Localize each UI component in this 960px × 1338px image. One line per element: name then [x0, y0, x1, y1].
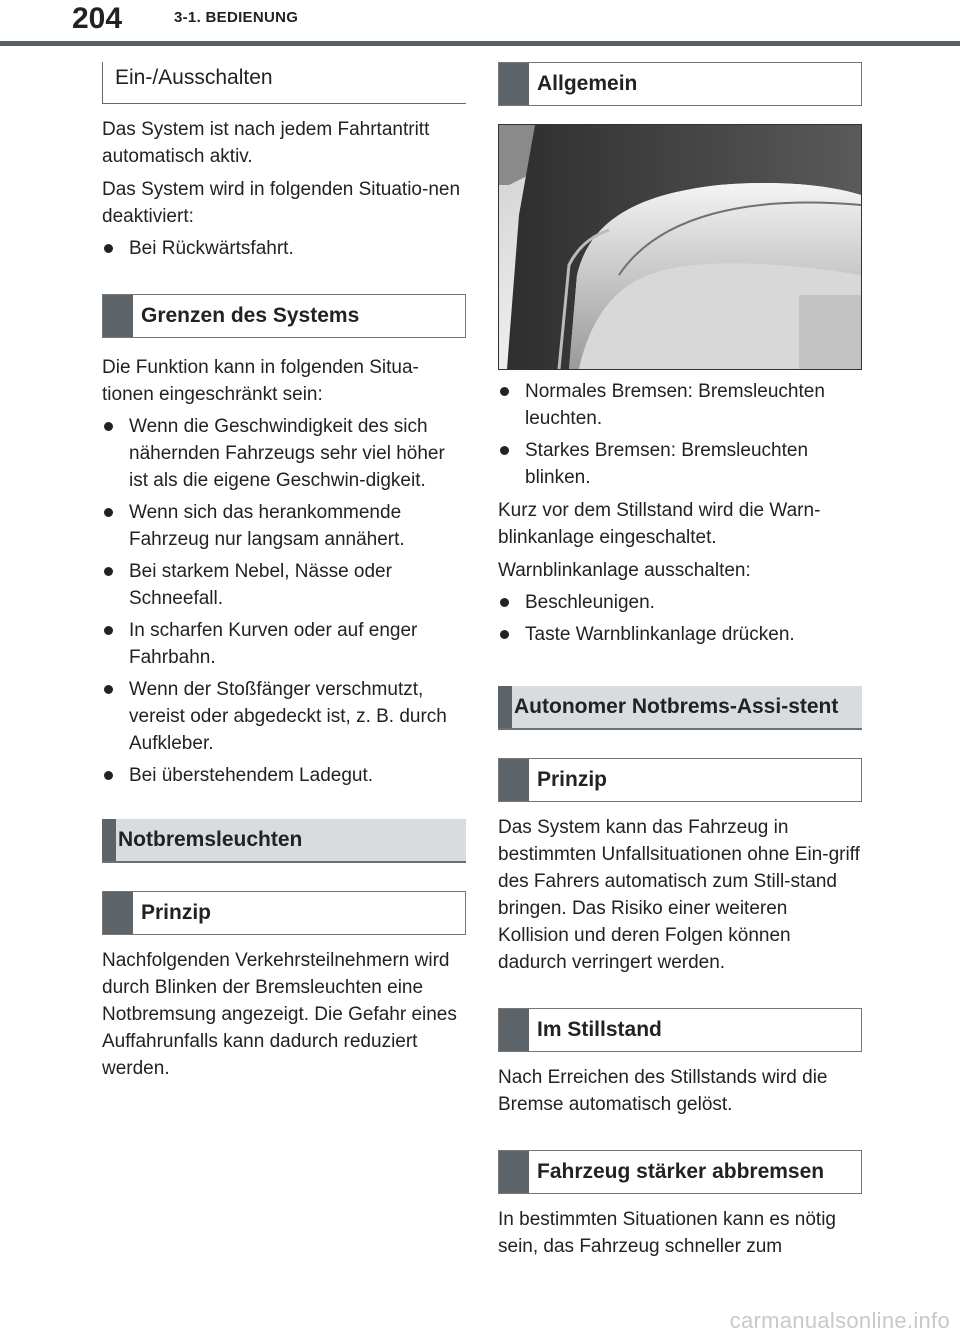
subsection-heading-fahrzeug-abbremsen: Fahrzeug stärker abbremsen — [498, 1150, 862, 1194]
list-item: Starkes Bremsen: Bremsleuchten blinken. — [498, 437, 862, 491]
paragraph: Nach Erreichen des Stillstands wird die Bremse automatisch gelöst. — [498, 1067, 828, 1115]
list-item: Wenn die Geschwindigkeit des sich nähernden Fahrzeugs sehr viel höher ist als die eigene Geschwin-digkeit. — [102, 413, 466, 494]
section-heading-notbremsleuchten: Notbremsleuchten — [102, 819, 466, 863]
right-column — [498, 62, 862, 1260]
page-number: 204 — [72, 2, 123, 35]
paragraph: Das System ist nach jedem Fahrtantritt automatisch aktiv. — [102, 119, 430, 167]
brake-light-illustration — [498, 124, 862, 370]
paragraph: Das System wird in folgenden Situatio-nen deaktiviert: — [102, 179, 461, 227]
section-heading-grenzen: Grenzen des Systems — [102, 294, 466, 338]
subsection-heading-prinzip: Prinzip — [498, 758, 862, 802]
section-heading-allgemein: Allgemein — [498, 62, 862, 106]
header-divider — [0, 41, 960, 46]
bullet-list — [498, 378, 862, 491]
list-item: Beschleunigen. — [498, 589, 862, 616]
list-item: Wenn sich das herankommende Fahrzeug nur langsam annähert. — [102, 499, 466, 553]
section-heading-autonomer-notbrems-assistent: Autonomer Notbrems-Assi-stent — [498, 686, 862, 730]
bullet-list — [102, 235, 466, 262]
list-item: Taste Warnblinkanlage drücken. — [498, 621, 862, 648]
page-header — [0, 0, 960, 46]
paragraph: Das System kann das Fahrzeug in bestimmten Unfallsituationen ohne Ein-griff des Fahrers automatisch zum Still-stand bringen. Das Risiko einer weiteren Kollision und deren Folgen können dadurch verringert werden. — [498, 817, 860, 973]
paragraph: Die Funktion kann in folgenden Situa-tionen eingeschränkt sein: — [102, 357, 419, 405]
paragraph: Warnblinkanlage ausschalten: — [498, 560, 751, 581]
list-item: In scharfen Kurven oder auf enger Fahrbahn. — [102, 617, 466, 671]
left-column — [102, 62, 466, 1082]
subsection-heading-prinzip: Prinzip — [102, 891, 466, 935]
car-rear-image — [499, 125, 861, 369]
bullet-list — [102, 413, 466, 789]
section-heading-ein-ausschalten: Ein-/Ausschalten — [102, 62, 466, 104]
list-item: Bei starkem Nebel, Nässe oder Schneefall. — [102, 558, 466, 612]
paragraph: In bestimmten Situationen kann es nötig sein, das Fahrzeug schneller zum — [498, 1209, 836, 1257]
subsection-heading-im-stillstand: Im Stillstand — [498, 1008, 862, 1052]
paragraph: Kurz vor dem Stillstand wird die Warn-blinkanlage eingeschaltet. — [498, 500, 821, 548]
list-item: Bei Rückwärtsfahrt. — [102, 235, 466, 262]
watermark: carmanualsonline.info — [729, 1308, 950, 1333]
list-item: Bei überstehendem Ladegut. — [102, 762, 466, 789]
list-item: Wenn der Stoßfänger verschmutzt, vereist oder abgedeckt ist, z. B. durch Aufkleber. — [102, 676, 466, 757]
bullet-list — [498, 589, 862, 648]
list-item: Normales Bremsen: Bremsleuchten leuchten. — [498, 378, 862, 432]
chapter-title: 3-1. BEDIENUNG — [174, 9, 299, 26]
paragraph: Nachfolgenden Verkehrsteilnehmern wird durch Blinken der Bremsleuchten eine Notbremsung angezeigt. Die Gefahr eines Auffahrunfalls kann dadurch reduziert werden. — [102, 950, 457, 1079]
